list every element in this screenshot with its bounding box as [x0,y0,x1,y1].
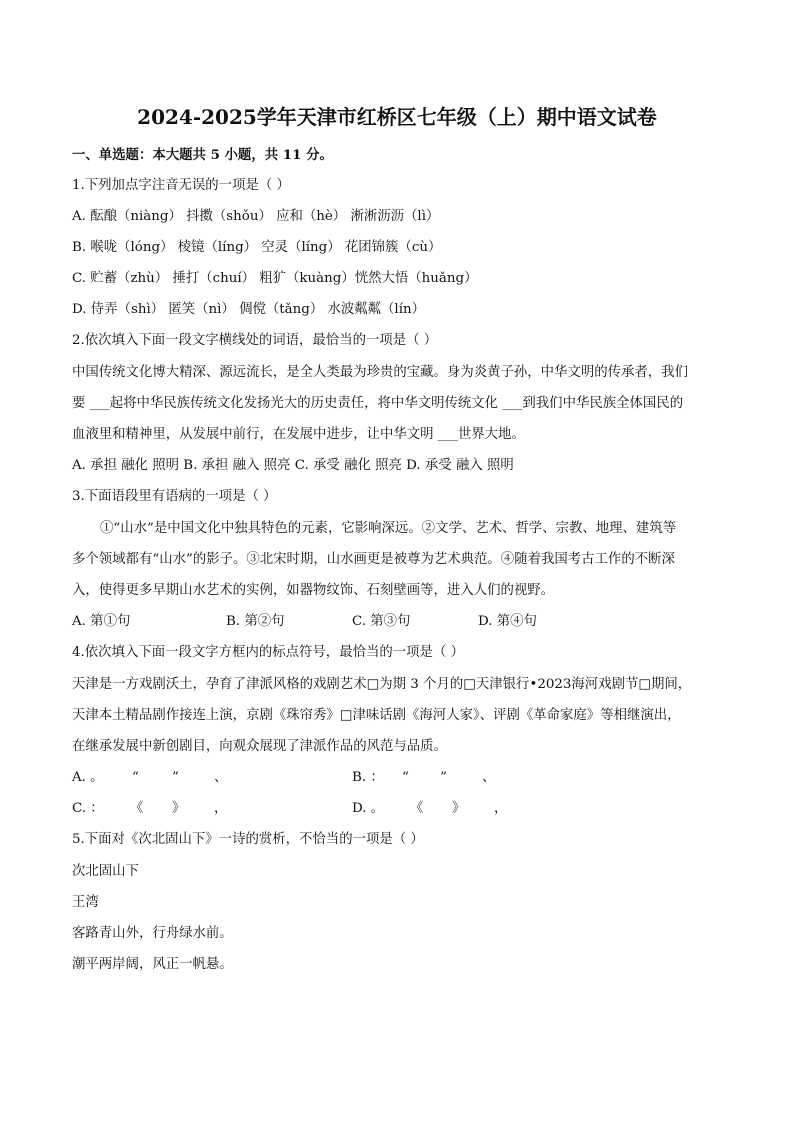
question-4-option-a-mark-1: “ [132,770,139,785]
question-2-passage-line-1: 中国传统文化博大精深、源远流长，是全人类最为珍贵的宝藏。身为炎黄子孙，中华文明的传承者，我们 [72,365,688,380]
page-title: 2024-2025学年天津市红桥区七年级（上）期中语文试卷 [137,105,657,129]
question-1-stem: 1.下列加点字注音无误的一项是（ ） [72,178,290,193]
question-3-passage-line-1: ①“山水”是中国文化中独具特色的元素，它影响深远。②文学、艺术、哲学、宗教、地理、建筑等 [100,521,677,536]
question-1-option-c: C. 贮蓄（zhù） 捶打（chuí） 粗犷（kuàng）恍然大悟（huǎng） [72,271,478,286]
question-4-option-b-mark-3: 、 [482,770,496,785]
question-4-option-d-mark-3: ， [494,801,508,816]
question-4-passage-line-2: 天津本土精品剧作接连上演，京剧《珠帘秀》□津味话剧《海河人家》、评剧《革命家庭》等相继演出， [72,708,681,723]
question-4-stem: 4.依次填入下面一段文字方框内的标点符号，最恰当的一项是（ ） [72,645,464,660]
question-3-option-b: B. 第②句 [226,614,285,629]
question-1-option-d: D. 侍弄（shì） 匿笑（nì） 倜傥（tǎng） 水波粼粼（lín） [72,302,426,317]
question-3-option-c: C. 第③句 [352,614,411,629]
question-4-option-b-mark-1: “ [402,770,409,785]
question-4-option-c-mark-2: 》 [172,801,186,816]
question-4-option-b-mark-2: ” [440,770,447,785]
section-heading: 一、单选题：本大题共 5 小题，共 11 分。 [72,147,333,163]
question-4-option-d-mark-1: 《 [410,801,424,816]
question-2-options: A. 承担 融化 照明 B. 承担 融入 照亮 C. 承受 融化 照亮 D. 承受 融入 照明 [72,458,514,473]
question-3-passage-line-2: 多个领域都有“山水”的影子。③北宋时期，山水画更是被尊为艺术典范。④随着我国考古工作的不断深 [72,552,675,567]
question-1-option-a: A. 酝酿（niàng） 抖擞（shǒu） 应和（hè） 淅淅沥沥（lì） [72,209,440,224]
question-4-option-c-mark-1: 《 [130,801,144,816]
question-2-passage-line-2: 要 ___起将中华民族传统文化发扬光大的历史责任，将中华文明传统文化 ___到我们中华民族全体国民的 [72,396,684,411]
question-4-option-a-mark-2: ” [172,770,179,785]
question-4-option-d-label: D. 。 [352,801,385,816]
question-3-stem: 3.下面语段里有语病的一项是（ ） [72,489,277,504]
question-4-option-c-mark-3: ， [214,801,228,816]
poem-author: 王湾 [72,895,99,910]
question-4-option-a-label: A. 。 [72,770,104,785]
question-2-passage-line-3: 血液里和精神里，从发展中前行，在发展中进步，让中华文明 ___世界大地。 [72,427,525,442]
question-4-passage-line-3: 在继承发展中新创剧目，向观众展现了津派作品的风范与品质。 [72,739,447,754]
poem-line-1: 客路青山外，行舟绿水前。 [72,926,233,941]
question-4-option-d-mark-2: 》 [452,801,466,816]
question-4-option-c-label: C. ： [72,801,104,816]
question-4-passage-line-1: 天津是一方戏剧沃土，孕育了津派风格的戏剧艺术□为期 3 个月的□天津银行•2023海河戏剧节□期间， [72,677,692,692]
question-3-option-a: A. 第①句 [72,614,131,629]
question-4-option-b-label: B. ： [352,770,384,785]
question-4-option-a-mark-3: 、 [214,770,228,785]
poem-line-2: 潮平两岸阔，风正一帆悬。 [72,957,233,972]
question-5-stem: 5.下面对《次北固山下》一诗的赏析，不恰当的一项是（ ） [72,832,424,847]
poem-title: 次北固山下 [72,864,139,879]
question-3-option-d: D. 第④句 [478,614,537,629]
question-2-stem: 2.依次填入下面一段文字横线处的词语，最恰当的一项是（ ） [72,333,438,348]
question-1-option-b: B. 喉咙（lóng） 棱镜（líng） 空灵（líng） 花团锦簇（cù） [72,240,442,255]
question-3-passage-line-3: 入，使得更多早期山水艺术的实例，如器物纹饰、石刻壁画等，进入人们的视野。 [72,583,555,598]
